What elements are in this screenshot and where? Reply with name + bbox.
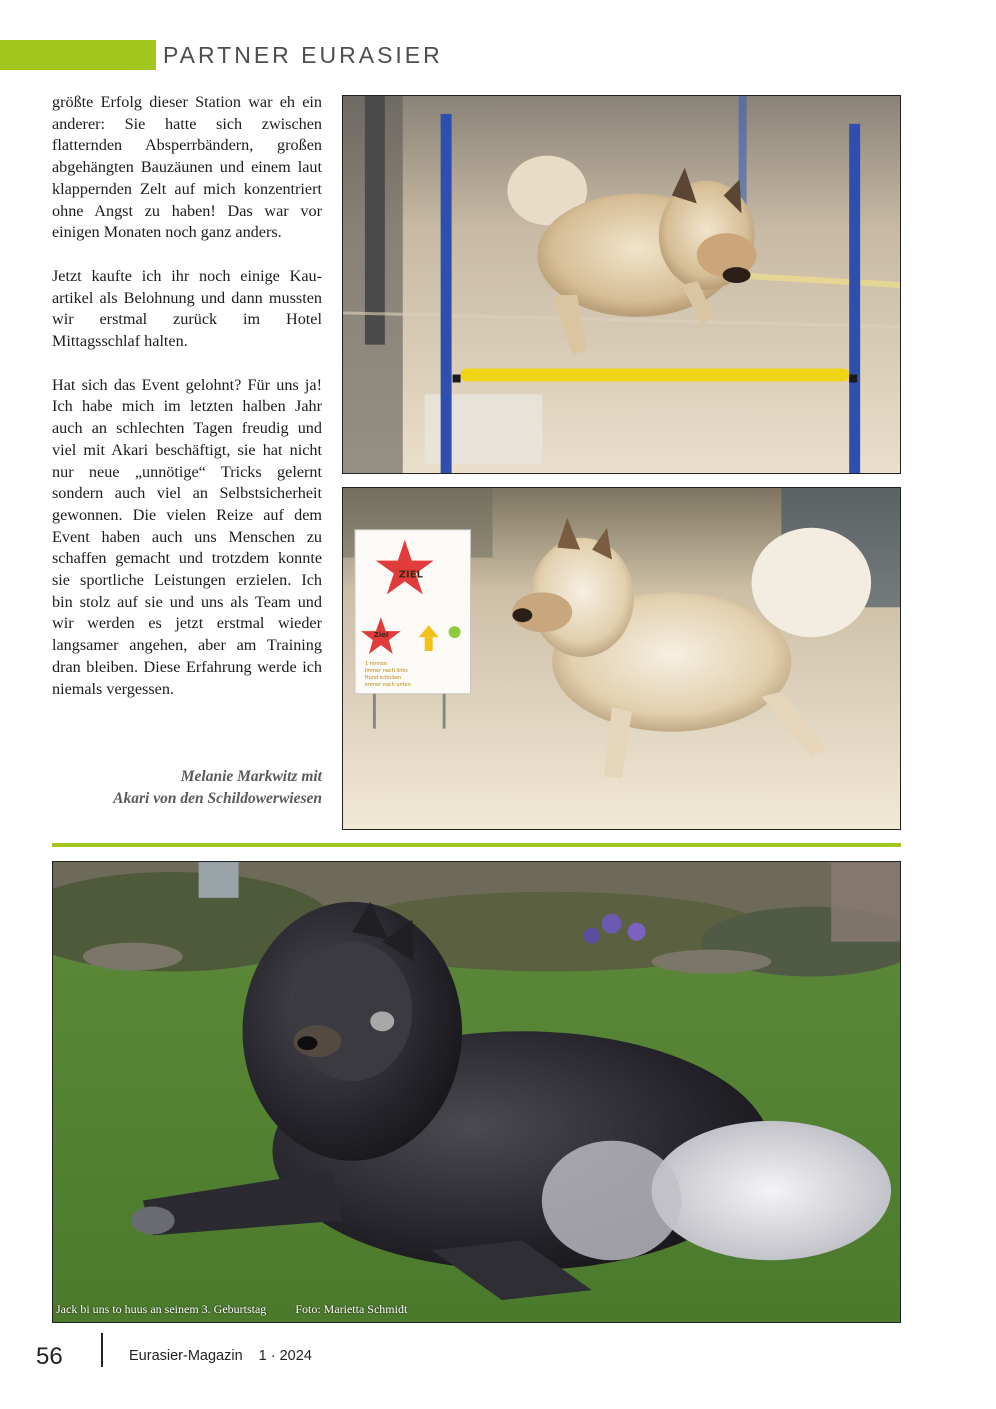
photo-credit: Foto: Marietta Schmidt — [295, 1302, 408, 1316]
agility-photo-illustration — [343, 96, 900, 473]
paragraph-2: Jetzt kaufte ich ihr noch einige Kauartikel als Belohnung und dann mussten wir erstmal zurück im Hotel Mittagsschlaf halten. — [52, 266, 322, 351]
photo-jack-birthday — [52, 861, 901, 1323]
sign-line-2: Immer nach links — [364, 667, 408, 674]
photo-caption — [56, 1302, 407, 1317]
finish-photo-illustration — [343, 488, 900, 829]
sign-line-1: 1 rennen — [364, 660, 388, 667]
issue-label: 1 · 2024 — [258, 1348, 312, 1364]
footer-divider — [101, 1333, 103, 1367]
header-accent-bar — [0, 40, 156, 70]
jack-photo-illustration — [53, 862, 900, 1322]
article-body — [52, 92, 322, 722]
sign-line-3: Hund schicken — [364, 674, 402, 681]
magazine-name: Eurasier-Magazin — [129, 1348, 243, 1364]
footer-publication — [129, 1348, 312, 1364]
sign-line-4: immer nach unten — [364, 681, 411, 688]
signature-line-2: Akari von den Schildowerwiesen — [113, 790, 322, 807]
author-signature — [52, 766, 322, 810]
caption-text: Jack bi uns to huus an seinem 3. Geburtstag — [56, 1302, 267, 1316]
paragraph-1: größte Erfolg dieser Station war eh ein anderer: Sie hatte sich zwischen flatternden Absperrbändern, großen abgehängten Bauzäunen und einem laut klappernden Zelt auf mich konzentriert ohne Angst zu haben! Das war vor einigen Monaten noch ganz anders. — [52, 93, 322, 242]
section-divider — [52, 843, 901, 847]
photo-agility-jump — [342, 95, 901, 474]
sign-start-text: Ziel — [373, 631, 389, 640]
signature-line-1: Melanie Markwitz mit — [180, 768, 322, 785]
paragraph-3: Hat sich das Event gelohnt? Für uns ja! Ich habe mich im letzten halben Jahr auch an schlechten Tagen freudig und viel mit Akari beschäftigt, sie hat nicht nur neue „unnötige“ Tricks gelernt sondern auch viel an Selbstsicherheit gewonnen. Die vielen Reize auf dem Event haben auch uns Menschen zu schaffen gemacht und trotzdem konnte sie sportliche Leistungen erzielen. Ich bin stolz auf sie und uns als Team und wir werden es jetzt erstmal wieder langsamer angehen, aber am Training dran bleiben. Diese Erfahrung werde ich niemals vergessen. — [52, 375, 322, 698]
section-title: PARTNER EURASIER — [163, 42, 443, 68]
photo-finish-sign — [342, 487, 901, 830]
page-number: 56 — [36, 1343, 63, 1370]
sign-ziel-text: ZIEL — [398, 569, 423, 581]
